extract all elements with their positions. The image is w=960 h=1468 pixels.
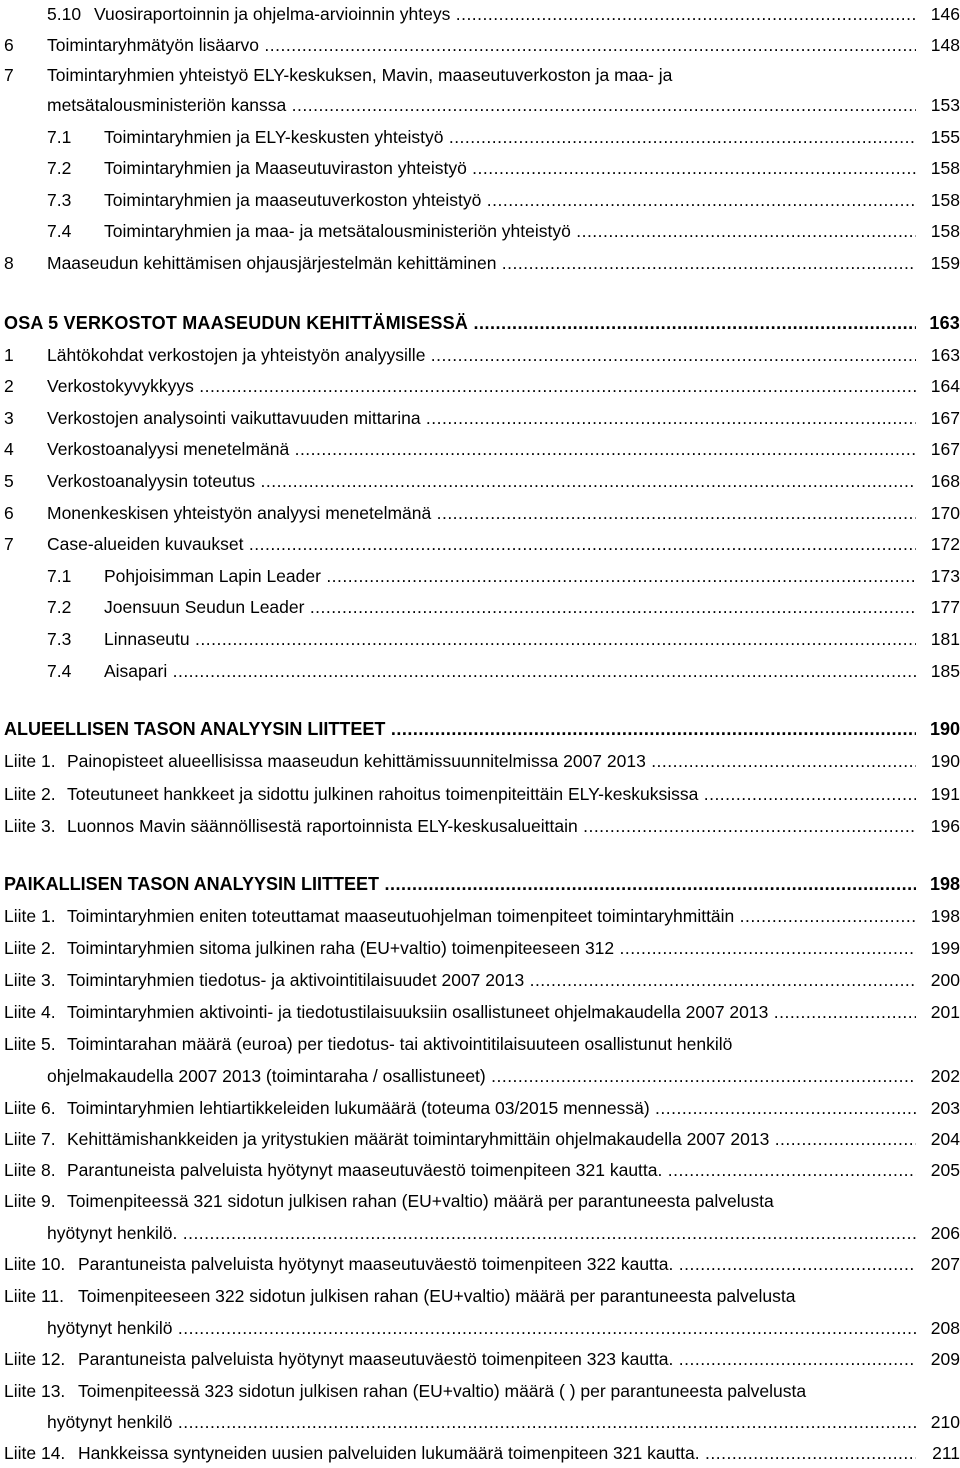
toc-appendix-entry[interactable] (0, 1346, 960, 1372)
toc-entry[interactable] (0, 124, 960, 150)
toc-entry[interactable] (0, 373, 960, 399)
toc-entry-page: 196 (916, 813, 960, 839)
toc-entry-number: Liite 10. (4, 1254, 66, 1274)
toc-entry-page: 159 (916, 250, 960, 276)
toc-entry[interactable] (0, 62, 960, 88)
toc-entry-number: Liite 2. (4, 938, 56, 958)
toc-entry-page: 191 (916, 781, 960, 807)
toc-entry[interactable] (0, 187, 960, 213)
toc-entry-title: hyötynyt henkilö ..... (47, 1409, 920, 1435)
toc-appendix-entry[interactable] (0, 967, 960, 993)
toc-entry-title: Vuosiraportoinnin ja ohjelma-arvioinnin yhteys ..... (94, 1, 920, 27)
toc-entry-number: 5 (4, 471, 14, 491)
toc-entry-page: 198 (916, 903, 960, 929)
toc-entry-page: 211 (916, 1440, 960, 1466)
toc-entry-number: Liite 1. (4, 751, 56, 771)
toc-entry[interactable] (0, 218, 960, 244)
toc-entry-page: 158 (916, 155, 960, 181)
toc-entry-number: Liite 14. (4, 1443, 66, 1463)
toc-entry-title: ohjelmakaudella 2007 2013 (toimintaraha / osallistuneet) ..... (47, 1063, 920, 1089)
toc-entry-page: 146 (916, 1, 960, 27)
toc-entry-number: Liite 11. (4, 1286, 64, 1306)
toc-entry[interactable] (0, 531, 960, 557)
toc-entry-number: Liite 13. (4, 1381, 66, 1401)
toc-entry-title: hyötynyt henkilö ..... (47, 1315, 920, 1341)
toc-appendix-entry[interactable] (0, 1283, 960, 1309)
toc-entry-page: 199 (916, 935, 960, 961)
toc-section-heading[interactable] (0, 310, 960, 336)
toc-appendix-entry[interactable] (0, 1095, 960, 1121)
toc-entry-title: Lähtökohdat verkostojen ja yhteistyön analyysille ..... (47, 342, 920, 368)
toc-entry-page: 172 (916, 531, 960, 557)
toc-entry-number: Liite 4. (4, 1002, 56, 1022)
toc-entry-title: Luonnos Mavin säännöllisestä raportoinnista ELY-keskusalueittain ..... (67, 813, 920, 839)
toc-entry[interactable] (0, 658, 960, 684)
toc-appendix-entry[interactable] (0, 813, 960, 839)
toc-entry-title: Aisapari ..... (104, 658, 920, 684)
toc-entry-number: Liite 8. (4, 1160, 56, 1180)
toc-appendix-entry[interactable] (0, 748, 960, 774)
toc-entry-number: 3 (4, 408, 14, 428)
toc-appendix-entry[interactable] (0, 1031, 960, 1057)
toc-entry-number: 7.4 (47, 221, 72, 241)
toc-entry-number: 7 (4, 65, 14, 85)
toc-entry-title: Toimintaryhmien ja maa- ja metsätalousministeriön yhteistyö ..... (104, 218, 920, 244)
toc-entry[interactable] (0, 32, 960, 58)
toc-entry-page: 185 (916, 658, 960, 684)
toc-section-title: PAIKALLISEN TASON ANALYYSIN LIITTEET ..... (4, 871, 920, 897)
toc-entry-number: 7.2 (47, 158, 72, 178)
toc-section-title: OSA 5 VERKOSTOT MAASEUDUN KEHITTÄMISESSÄ ..... (4, 310, 920, 336)
toc-entry-title: Verkostoanalyysin toteutus ..... (47, 468, 920, 494)
toc-entry-page: 177 (916, 594, 960, 620)
toc-entry[interactable] (0, 626, 960, 652)
toc-appendix-entry[interactable] (0, 935, 960, 961)
toc-entry-page: 158 (916, 218, 960, 244)
toc-entry[interactable] (0, 1, 960, 27)
toc-entry-number: 2 (4, 376, 14, 396)
toc-entry-page: 148 (916, 32, 960, 58)
toc-entry-title: Pohjoisimman Lapin Leader ..... (104, 563, 920, 589)
toc-entry[interactable] (0, 500, 960, 526)
toc-entry-title: Kehittämishankkeiden ja yritystukien määrät toimintaryhmittäin ohjelmakaudella 2007 2013 ..... (67, 1126, 920, 1152)
toc-entry-title: Toimintaryhmien eniten toteuttamat maaseutuohjelman toimenpiteet toimintaryhmittäin ..... (67, 903, 920, 929)
toc-entry-number: 1 (4, 345, 14, 365)
toc-entry-number: Liite 3. (4, 970, 56, 990)
toc-entry-title: Parantuneista palveluista hyötynyt maaseutuväestö toimenpiteen 322 kautta. ..... (78, 1251, 920, 1277)
toc-entry-page: 206 (916, 1220, 960, 1246)
toc-entry-page: 190 (916, 716, 960, 742)
toc-entry-number: Liite 12. (4, 1349, 66, 1369)
toc-appendix-entry[interactable] (0, 903, 960, 929)
toc-entry-title: Monenkeskisen yhteistyön analyysi menetelmänä ..... (47, 500, 920, 526)
toc-appendix-entry[interactable] (0, 1188, 960, 1214)
toc-entry-number: 8 (4, 253, 14, 273)
toc-entry-number: Liite 2. (4, 784, 56, 804)
toc-entry-title: Maaseudun kehittämisen ohjausjärjestelmän kehittäminen ..... (47, 250, 920, 276)
toc-entry-title: Verkostoanalyysi menetelmänä ..... (47, 436, 920, 462)
toc-entry-title: Hankkeissa syntyneiden uusien palveluiden lukumäärä toimenpiteen 321 kautta. ..... (78, 1440, 920, 1466)
toc-entry-continuation[interactable] (0, 1315, 960, 1341)
toc-entry[interactable] (0, 594, 960, 620)
toc-entry-title: Joensuun Seudun Leader ..... (104, 594, 920, 620)
toc-entry-continuation[interactable] (0, 1220, 960, 1246)
toc-entry-title: Verkostojen analysointi vaikuttavuuden mittarina ..... (47, 405, 920, 431)
toc-entry-number: 7.4 (47, 661, 72, 681)
toc-entry-title: Toimintarahan määrä (euroa) per tiedotus- tai aktivointitilaisuuteen osallistunut henkilö (67, 1034, 733, 1054)
toc-entry-title: Toimintaryhmien tiedotus- ja aktivointitilaisuudet 2007 2013 ..... (67, 967, 920, 993)
toc-entry-title: Toimintaryhmien lehtiartikkeleiden lukumäärä (toteuma 03/2015 mennessä) ..... (67, 1095, 920, 1121)
toc-entry-number: 7.3 (47, 190, 72, 210)
toc-entry-page: 170 (916, 500, 960, 526)
toc-entry-title: Toimintaryhmätyön lisäarvo ..... (47, 32, 920, 58)
toc-entry-page: 203 (916, 1095, 960, 1121)
toc-entry-number: 7.3 (47, 629, 72, 649)
toc-entry-title: Verkostokyvykkyys ..... (47, 373, 920, 399)
toc-entry-number: Liite 6. (4, 1098, 56, 1118)
toc-entry-page: 158 (916, 187, 960, 213)
toc-entry-page: 181 (916, 626, 960, 652)
toc-appendix-entry[interactable] (0, 1251, 960, 1277)
toc-entry-continuation[interactable] (0, 1409, 960, 1435)
toc-entry-title: Toimenpiteessä 323 sidotun julkisen rahan (EU+valtio) määrä ( ) per parantuneesta palvelusta (78, 1381, 807, 1401)
toc-section-heading[interactable] (0, 871, 960, 897)
toc-entry[interactable] (0, 342, 960, 368)
toc-entry[interactable] (0, 155, 960, 181)
toc-entry-page: 204 (916, 1126, 960, 1152)
toc-entry[interactable] (0, 563, 960, 589)
toc-entry-number: 7 (4, 534, 14, 554)
toc-entry-title: Toimenpiteeseen 322 sidotun julkisen rahan (EU+valtio) määrä per parantuneesta palvelusta (78, 1286, 796, 1306)
toc-entry-number: 7.1 (47, 127, 72, 147)
toc-entry-title: Toimintaryhmien ja ELY-keskusten yhteistyö ..... (104, 124, 920, 150)
toc-entry-page: 205 (916, 1157, 960, 1183)
toc-section-heading[interactable] (0, 716, 960, 742)
toc-entry[interactable] (0, 250, 960, 276)
toc-entry-page: 207 (916, 1251, 960, 1277)
toc-appendix-entry[interactable] (0, 1157, 960, 1183)
toc-entry-number: 6 (4, 503, 14, 523)
toc-entry-continuation[interactable] (0, 92, 960, 118)
toc-entry-title: Toteutuneet hankkeet ja sidottu julkinen rahoitus toimenpiteittäin ELY-keskuksissa ..... (67, 781, 920, 807)
toc-appendix-entry[interactable] (0, 1126, 960, 1152)
toc-entry-number: Liite 5. (4, 1034, 56, 1054)
toc-entry-title: hyötynyt henkilö. ..... (47, 1220, 920, 1246)
toc-entry-number: 4 (4, 439, 14, 459)
toc-entry-page: 163 (916, 310, 960, 336)
toc-entry-title: Case-alueiden kuvaukset ..... (47, 531, 920, 557)
toc-entry-number: 7.1 (47, 566, 72, 586)
toc-entry-title: Toimintaryhmien aktivointi- ja tiedotustilaisuuksiin osallistuneet ohjelmakaudella 2007 2013 ..... (67, 999, 920, 1025)
toc-entry-number: 7.2 (47, 597, 72, 617)
toc-entry-page: 167 (916, 405, 960, 431)
toc-entry-page: 190 (916, 748, 960, 774)
toc-entry-page: 167 (916, 436, 960, 462)
toc-appendix-entry[interactable] (0, 1378, 960, 1404)
toc-entry-page: 164 (916, 373, 960, 399)
toc-entry-title: Toimintaryhmien ja maaseutuverkoston yhteistyö ..... (104, 187, 920, 213)
toc-entry-title: Parantuneista palveluista hyötynyt maaseutuväestö toimenpiteen 323 kautta. ..... (78, 1346, 920, 1372)
toc-entry-number: Liite 3. (4, 816, 56, 836)
toc-appendix-entry[interactable] (0, 1440, 960, 1466)
toc-entry-number: 5.10 (47, 4, 82, 24)
toc-entry-title: metsätalousministeriön kanssa ..... (47, 92, 920, 118)
toc-entry-title: Linnaseutu ..... (104, 626, 920, 652)
toc-entry-page: 208 (916, 1315, 960, 1341)
toc-section-title: ALUEELLISEN TASON ANALYYSIN LIITTEET ..... (4, 716, 920, 742)
toc-entry-title: Parantuneista palveluista hyötynyt maaseutuväestö toimenpiteen 321 kautta. ..... (67, 1157, 920, 1183)
toc-entry-page: 210 (916, 1409, 960, 1435)
toc-entry-number: 6 (4, 35, 14, 55)
toc-entry-title: Painopisteet alueellisissa maaseudun kehittämissuunnitelmissa 2007 2013 ..... (67, 748, 920, 774)
toc-entry-page: 209 (916, 1346, 960, 1372)
toc-entry-title: Toimenpiteessä 321 sidotun julkisen rahan (EU+valtio) määrä per parantuneesta palvelusta (67, 1191, 774, 1211)
toc-appendix-entry[interactable] (0, 781, 960, 807)
toc-entry-page: 163 (916, 342, 960, 368)
toc-entry-number: Liite 7. (4, 1129, 56, 1149)
toc-entry-number: Liite 1. (4, 906, 56, 926)
toc-entry-page: 201 (916, 999, 960, 1025)
toc-entry-page: 200 (916, 967, 960, 993)
toc-entry[interactable] (0, 436, 960, 462)
toc-entry-number: Liite 9. (4, 1191, 56, 1211)
toc-entry-page: 153 (916, 92, 960, 118)
toc-entry-title: Toimintaryhmien sitoma julkinen raha (EU+valtio) toimenpiteeseen 312 ..... (67, 935, 920, 961)
toc-entry[interactable] (0, 468, 960, 494)
toc-entry-page: 168 (916, 468, 960, 494)
toc-entry-page: 202 (916, 1063, 960, 1089)
toc-entry[interactable] (0, 405, 960, 431)
toc-entry-continuation[interactable] (0, 1063, 960, 1089)
toc-entry-title: Toimintaryhmien yhteistyö ELY-keskuksen, Mavin, maaseutuverkoston ja maa- ja (47, 65, 673, 85)
toc-entry-page: 155 (916, 124, 960, 150)
toc-entry-title: Toimintaryhmien ja Maaseutuviraston yhteistyö ..... (104, 155, 920, 181)
toc-entry-page: 198 (916, 871, 960, 897)
toc-appendix-entry[interactable] (0, 999, 960, 1025)
toc-entry-page: 173 (916, 563, 960, 589)
